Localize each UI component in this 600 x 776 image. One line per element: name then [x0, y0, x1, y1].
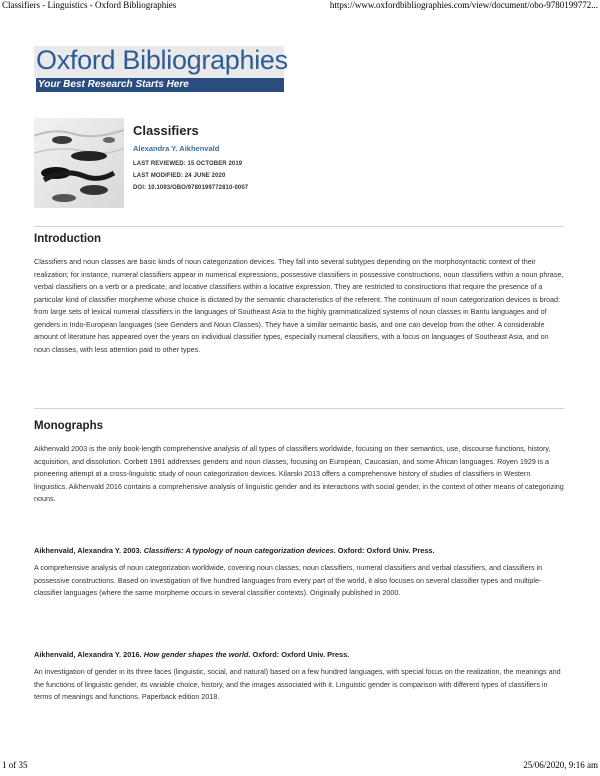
print-datetime: 25/06/2020, 9:16 am	[523, 760, 598, 770]
article-author-link[interactable]: Alexandra Y. Aikhenvald	[133, 144, 220, 153]
citation-aikhenvald-2016	[34, 650, 564, 659]
citation-title-link[interactable]: How gender shapes the world	[143, 650, 249, 659]
article-thumbnail	[34, 118, 124, 208]
last-reviewed: LAST REVIEWED: 15 OCTOBER 2019	[133, 161, 243, 167]
page-number: 1 of 35	[2, 760, 28, 770]
introduction-heading: Introduction	[34, 233, 102, 245]
print-header	[0, 0, 600, 12]
citation-publisher: . Oxford: Oxford Univ. Press.	[248, 650, 350, 659]
introduction-text: Classifiers and noun classes are basic kinds of noun categorization devices. They fall into several subtypes depending on the morphosyntactic context of their realization; for instance, numeral classifiers appear in numerical expressions, possessive classifiers in possessive constructions, noun classifiers within a noun phrase, verbal classifiers on a verb or a predicate, and locative classifiers within a locative expression. They are restricted to constructions that require the presence of a particular kind of classifier morpheme whose choice is dictated by the semantic characteristics of the referent. The continuum of noun categorization devices is broad: from large sets of lexical numeral classifiers in the languages of Southeast Asia to the highly grammaticalized systems of noun classes in Bantu languages and of genders in Indo-European languages (see Genders and Noun Classes). They have a similar semantic basis, and one can develop from the other. A considerable amount of literature has appeared over the years on individual classifier types, especially numeral classifiers, with a focus on languages of Southeast Asia, and on noun classes, with less attention paid to other types.	[34, 257, 564, 354]
print-footer	[0, 760, 600, 772]
citation-author: Aikhenvald, Alexandra Y. 2003.	[34, 546, 144, 555]
citation-publisher: . Oxford: Oxford Univ. Press.	[333, 546, 435, 555]
divider	[34, 226, 564, 227]
annotation-aikhenvald-2016: An investigation of gender in its three faces (linguistic, social, and natural) based on a few hundred languages, with special focus on the realization, the meanings and the functions of linguistic gender, its variable choice, history, and the images associated with it. Linguistic gender is comparison with different types of classifiers in terms of meanings and functions. Paperback edition 2018.	[34, 667, 561, 701]
oxford-bibliographies-logo[interactable]	[34, 45, 288, 92]
citation-aikhenvald-2003	[34, 546, 564, 555]
citation-title-link[interactable]: Classifiers: A typology of noun categorization devices	[143, 546, 334, 555]
divider	[34, 408, 564, 409]
doi: DOI: 10.1093/OBO/9780199772810-0007	[133, 185, 249, 191]
monographs-text: Aikhenvald 2003 is the only book-length comprehensive analysis of all types of classifiers worldwide, focusing on their semantics, use, discourse functions, history, acquisition, and dissolution. Corbett 1991 addresses genders and noun classes, focusing on European, Caucasian, and some African languages. Royen 1929 is a pioneering attempt at a cross-linguistic study of noun categorization devices. Kilarski 2013 offers a comprehensive history of studies of classifiers in Western linguistics. Aikhenvald 2016 contains a comprehensive analysis of linguistic gender and its interactions with social gender, in the context of other means of categorizing nouns.	[34, 444, 564, 503]
print-header-title: Classifiers - Linguistics - Oxford Bibliographies	[2, 0, 177, 10]
logo-title: Oxford Bibliographies	[36, 45, 288, 75]
logo-tagline: Your Best Research Starts Here	[36, 78, 284, 92]
annotation-aikhenvald-2003: A comprehensive analysis of noun categorization worldwide, covering noun classes, noun classifiers, numeral classifiers and verbal classifiers, and classifiers in possessive constructions. Based on investigation of five hundred languages from every part of the world, it also focuses on several classifier types and multiple-classifier languages (where the same morpheme occurs in several classifier contexts). Originally published in 2000.	[34, 563, 543, 597]
print-header-url: https://www.oxfordbibliographies.com/view/document/obo-9780199772...	[329, 0, 598, 10]
last-modified: LAST MODIFIED: 24 JUNE 2020	[133, 173, 226, 179]
article-title: Classifiers	[133, 123, 199, 138]
citation-author: Aikhenvald, Alexandra Y. 2016.	[34, 650, 144, 659]
article-header	[133, 123, 553, 191]
monographs-heading: Monographs	[34, 420, 103, 432]
